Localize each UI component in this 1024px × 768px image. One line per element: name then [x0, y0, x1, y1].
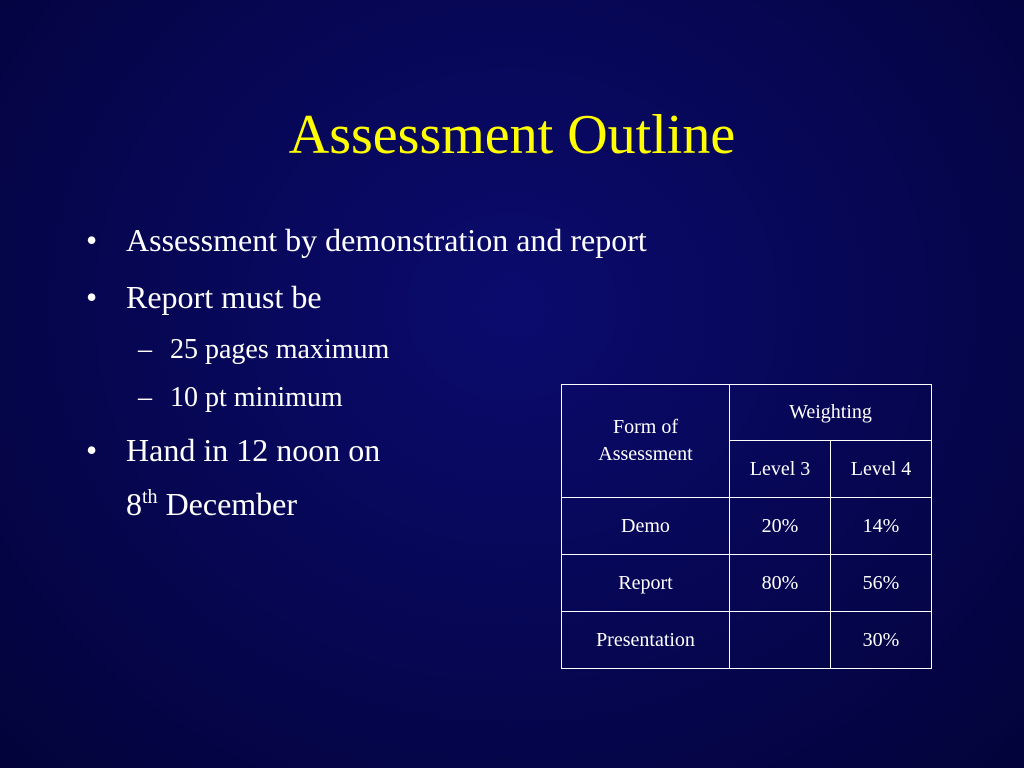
- cell-form: Demo: [562, 498, 730, 555]
- slide-title: Assessment Outline: [288, 104, 736, 166]
- table-header-row: [562, 385, 932, 441]
- bullet-text: Hand in 12 noon on: [126, 432, 381, 468]
- date-day: 8: [126, 486, 142, 522]
- cell-level-4: 14%: [831, 498, 932, 555]
- sub-bullet-item: [86, 330, 546, 370]
- sub-bullet-text: 10 pt minimum: [170, 382, 343, 413]
- dash-icon: –: [138, 382, 152, 413]
- cell-form: Report: [562, 555, 730, 612]
- cell-level-3: 20%: [730, 498, 831, 555]
- bullet-item: [86, 273, 546, 321]
- bullet-icon: •: [86, 432, 98, 468]
- bullet-icon: •: [86, 222, 98, 258]
- dash-icon: –: [138, 334, 152, 365]
- header-level-4: Level 4: [831, 441, 932, 498]
- bullet-item: [86, 216, 647, 264]
- bullet-text: Report must be: [126, 279, 322, 315]
- cell-level-4: 56%: [831, 555, 932, 612]
- cell-level-4: 30%: [831, 612, 932, 669]
- header-weighting: Weighting: [730, 385, 932, 441]
- cell-form: Presentation: [562, 612, 730, 669]
- bullet-text: Assessment by demonstration and report: [126, 222, 647, 258]
- cell-level-3: [730, 612, 831, 669]
- sub-bullet-text: 25 pages maximum: [170, 334, 390, 365]
- table-row: [562, 555, 932, 612]
- header-form-of-assessment: Form of Assessment: [562, 385, 730, 498]
- table-row: [562, 612, 932, 669]
- date-ordinal-suffix: th: [142, 486, 158, 508]
- cell-level-3: 80%: [730, 555, 831, 612]
- header-level-3: Level 3: [730, 441, 831, 498]
- bullet-continuation: [86, 480, 546, 528]
- sub-bullet-item: [86, 378, 546, 418]
- table-row: [562, 498, 932, 555]
- bullet-icon: •: [86, 279, 98, 315]
- weighting-table: [561, 384, 932, 669]
- bullet-item: [86, 426, 546, 474]
- date-month: December: [165, 486, 298, 522]
